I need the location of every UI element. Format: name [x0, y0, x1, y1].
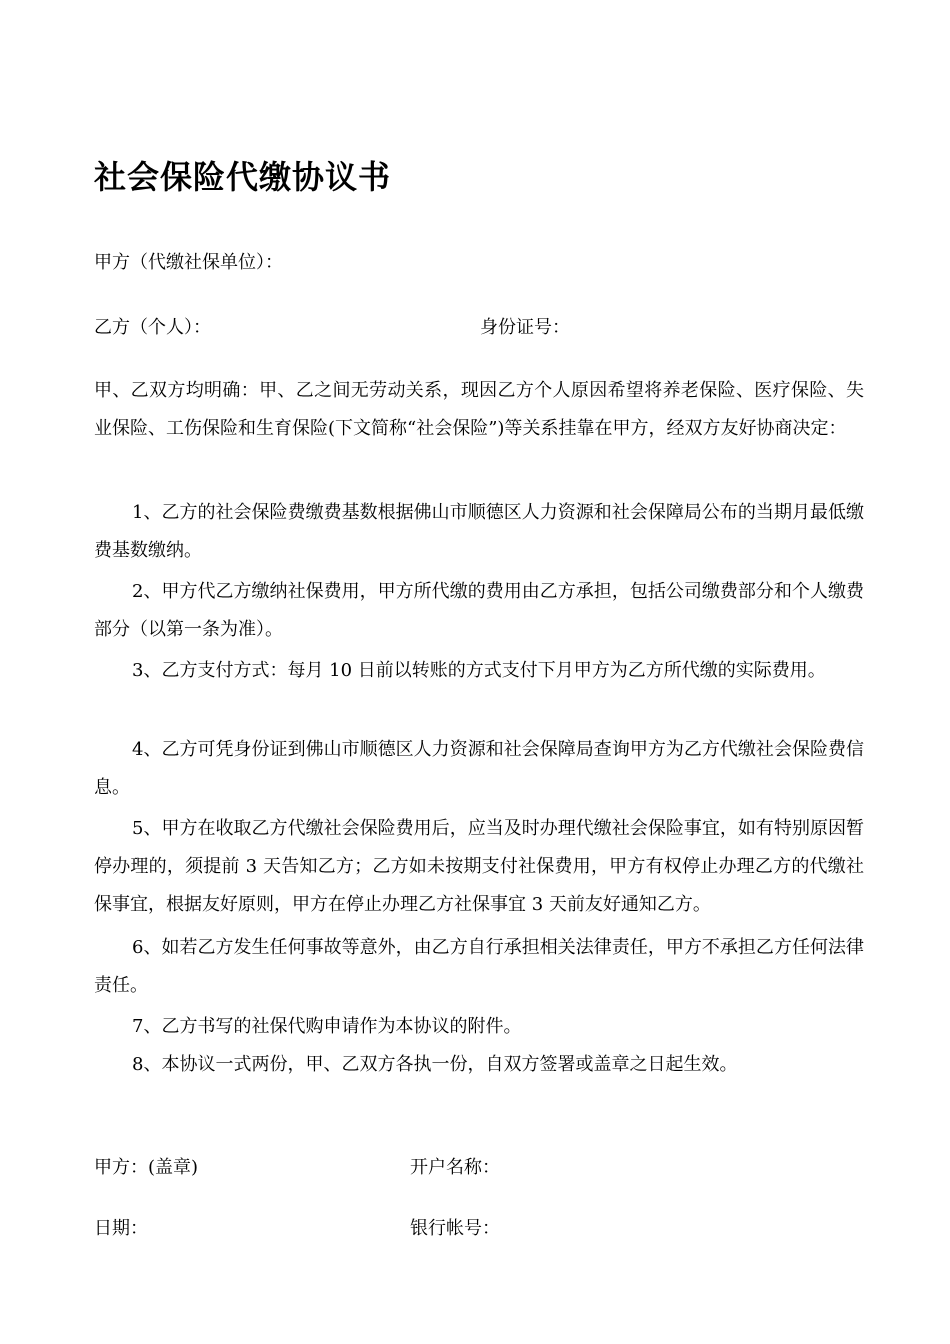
- id-number-label: 身份证号：: [480, 317, 570, 338]
- document-title: 社会保险代缴协议书: [94, 158, 392, 196]
- clause-1: 1、乙方的社会保险费缴费基数根据佛山市顺德区人力资源和社会保障局公布的当期月最低缴费基数缴纳。: [94, 502, 864, 561]
- clause-6: 6、如若乙方发生任何事故等意外，由乙方自行承担相关法律责任，甲方不承担乙方任何法律责任。: [94, 937, 864, 996]
- party-a-seal-label: 甲方：(盖章): [94, 1157, 199, 1178]
- clause-5: 5、甲方在收取乙方代缴社会保险费用后，应当及时办理代缴社会保险事宜，如有特别原因暂停办理的，须提前 3 天告知乙方；乙方如未按期支付社保费用，甲方有权停止办理乙方的代缴社保事宜，根据友好原则，甲方在停止办理乙方社保事宜 3 天前友好通知乙方。: [94, 818, 864, 915]
- clause-4: 4、乙方可凭身份证到佛山市顺德区人力资源和社会保障局查询甲方为乙方代缴社会保险费信息。: [94, 739, 864, 798]
- party-b-label: 乙方（个人）：: [94, 317, 211, 338]
- clause-7: 7、乙方书写的社保代购申请作为本协议的附件。: [132, 1016, 522, 1037]
- party-a-label: 甲方（代缴社保单位）：: [94, 252, 283, 273]
- intro-paragraph: 甲、乙双方均明确：甲、乙之间无劳动关系，现因乙方个人原因希望将养老保险、医疗保险、失业保险、工伤保险和生育保险(下文简称“社会保险”)等关系挂靠在甲方，经双方友好协商决定：: [94, 380, 864, 439]
- clause-8: 8、本协议一式两份，甲、乙双方各执一份，自双方签署或盖章之日起生效。: [132, 1054, 738, 1075]
- bank-account-label: 银行帐号：: [410, 1218, 500, 1239]
- account-name-label: 开户名称：: [410, 1157, 500, 1178]
- clause-2: 2、甲方代乙方缴纳社保费用，甲方所代缴的费用由乙方承担，包括公司缴费部分和个人缴费部分（以第一条为准）。: [94, 581, 864, 640]
- clause-3: 3、乙方支付方式：每月 10 日前以转账的方式支付下月甲方为乙方所代缴的实际费用。: [132, 660, 826, 681]
- date-label: 日期：: [94, 1218, 148, 1239]
